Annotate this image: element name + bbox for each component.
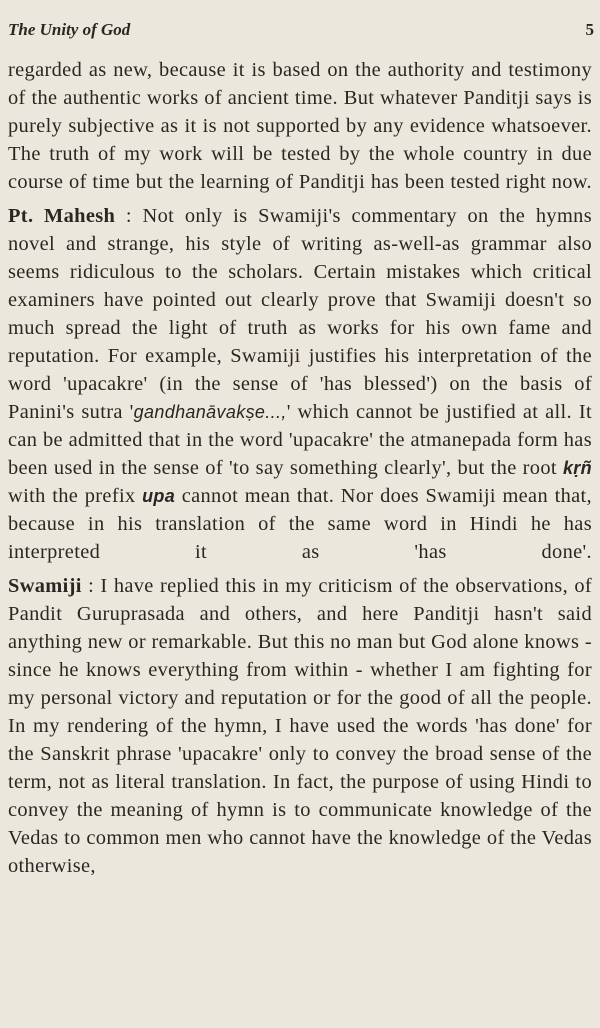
body-text	[8, 56, 592, 880]
page-number: 5	[585, 20, 594, 39]
prefix-term: upa	[142, 486, 176, 506]
paragraph-text: : I have replied this in my criticism of the observations, of Pandit Guruprasada and others, and here Panditji hasn't said anything new or remarkable. But this no man but God alone knows - since he knows everything from within - whether I am fighting for my personal victory and reputation or for the good of all the people. In my rendering of the hymn, I have used the words 'has done' for the Sanskrit phrase 'upacakre' only to convey the broad sense of the term, not as literal translation. In fact, the purpose of using Hindi to convey the meaning of hymn is to communicate knowledge of the Vedas to common men who cannot have the knowledge of the Vedas otherwise,	[8, 575, 592, 877]
speaker-label: Pt. Mahesh	[8, 205, 116, 227]
sutra-term: gandhanāvakṣe...,	[133, 402, 287, 422]
speaker-label: Swamiji	[8, 575, 82, 597]
paragraph-text: ' which cannot be justified at all. It can be admitted that in the word 'upacakre' the atmanepada form has been used in the sense of 'to say something clearly', but the root	[8, 401, 592, 479]
paragraph-pt-mahesh	[8, 202, 592, 566]
paragraph-continuation	[8, 56, 592, 196]
paragraph-text: : Not only is Swamiji's commentary on the hymns novel and strange, his style of writing as-well-as grammar also seems ridiculous to the scholars. Certain mistakes which critical examiners have pointed out clearly prove that Swamiji doesn't so much spread the light of truth as works for his own fame and reputation. For example, Swamiji justifies his interpretation of the word 'upacakre' (in the sense of 'has blessed') on the basis of Panini's sutra '	[8, 205, 592, 423]
paragraph-text: with the prefix	[8, 485, 143, 507]
root-term: kṛñ	[562, 458, 592, 478]
paragraph-text: regarded as new, because it is based on the authority and testimony of the authentic works of ancient time. But whatever Panditji says is purely subjective as it is not supported by any evidence whatsoever. The truth of my work will be tested by the whole country in due course of time but the learning of Panditji has been tested right now.	[8, 59, 592, 193]
running-title: The Unity of God	[8, 20, 131, 39]
running-header	[8, 20, 594, 44]
paragraph-swamiji	[8, 572, 592, 880]
paragraph-text: cannot mean that. Nor does Swamiji mean that, because in his translation of the same word in Hindi he has interpreted it as 'has done'.	[8, 485, 592, 563]
